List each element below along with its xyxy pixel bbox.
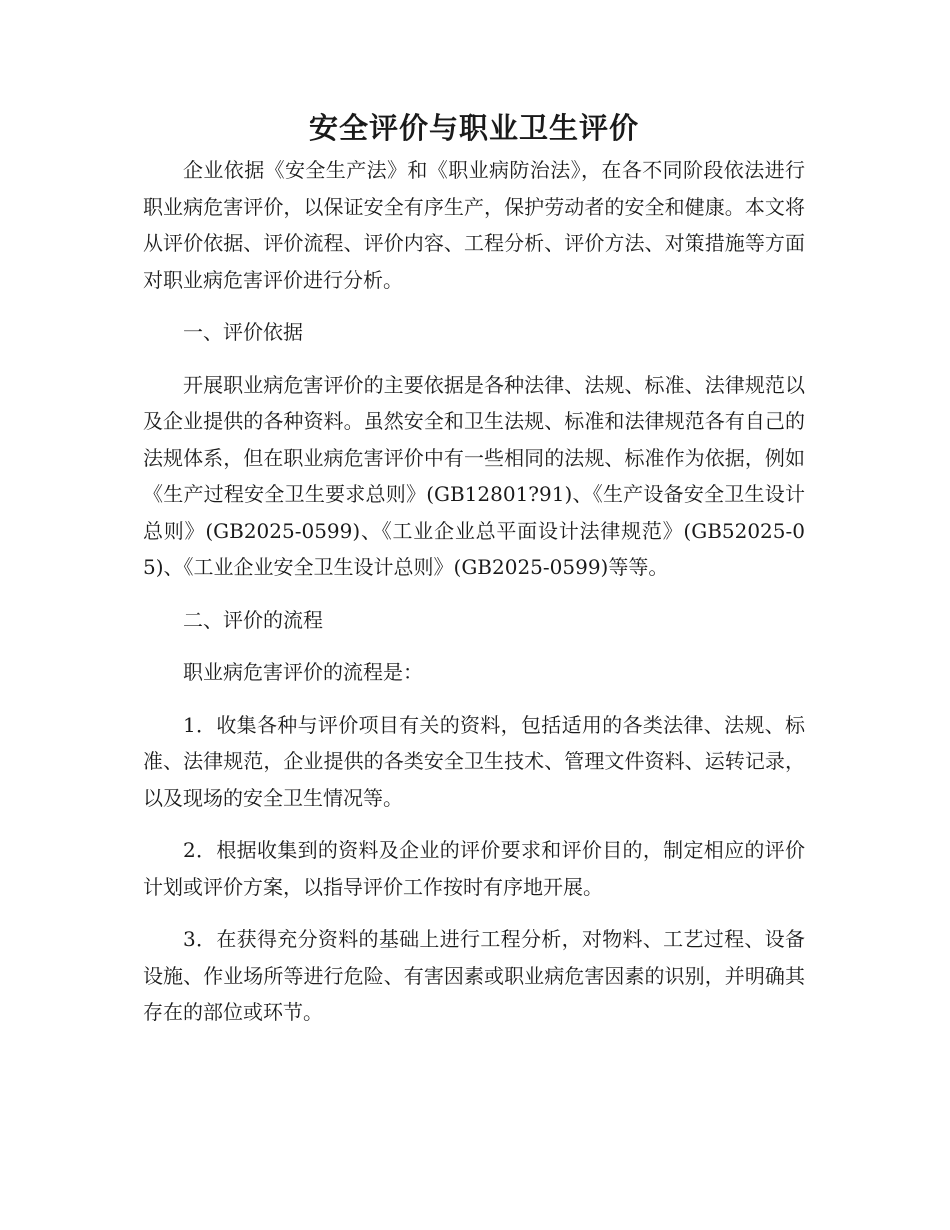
intro-paragraph: 企业依据《安全生产法》和《职业病防治法》，在各不同阶段依法进行职业病危害评价，以保证安全有序生产，保护劳动者的安全和健康。本文将从评价依据、评价流程、评价内容、工程分析、评价方法、对策措施等方面对职业病危害评价进行分析。: [143, 158, 805, 292]
section-heading-basis: 一、评价依据: [183, 320, 303, 344]
basis-paragraph: 开展职业病危害评价的主要依据是各种法律、法规、标准、法律规范以及企业提供的各种资料。虽然安全和卫生法规、标准和法律规范各有自己的法规体系，但在职业病危害评价中有一些相同的法规、标准作为依据，例如《生产过程安全卫生要求总则》(GB12801?91)、《生产设备安全卫生设计总则》(GB2025-0599)、《工业企业总平面设计法律规范》(GB52025-05)、《工业企业安全卫生设计总则》(GB2025-0599)等等。: [143, 372, 805, 579]
document-title: 安全评价与职业卫生评价: [308, 111, 639, 145]
process-step-3: 3．在获得充分资料的基础上进行工程分析，对物料、工艺过程、设备设施、作业场所等进行危险、有害因素或职业病危害因素的识别，并明确其存在的部位或环节。: [143, 927, 805, 1024]
section-heading-process: 二、评价的流程: [183, 607, 323, 632]
process-step-1: 1．收集各种与评价项目有关的资料，包括适用的各类法律、法规、标准、法律规范，企业提供的各类安全卫生技术、管理文件资料、运转记录，以及现场的安全卫生情况等。: [143, 712, 805, 810]
process-lead-text: 职业病危害评价的流程是：: [183, 660, 423, 684]
process-step-2: 2．根据收集到的资料及企业的评价要求和评价目的，制定相应的评价计划或评价方案，以指导评价工作按时有序地开展。: [143, 838, 805, 899]
